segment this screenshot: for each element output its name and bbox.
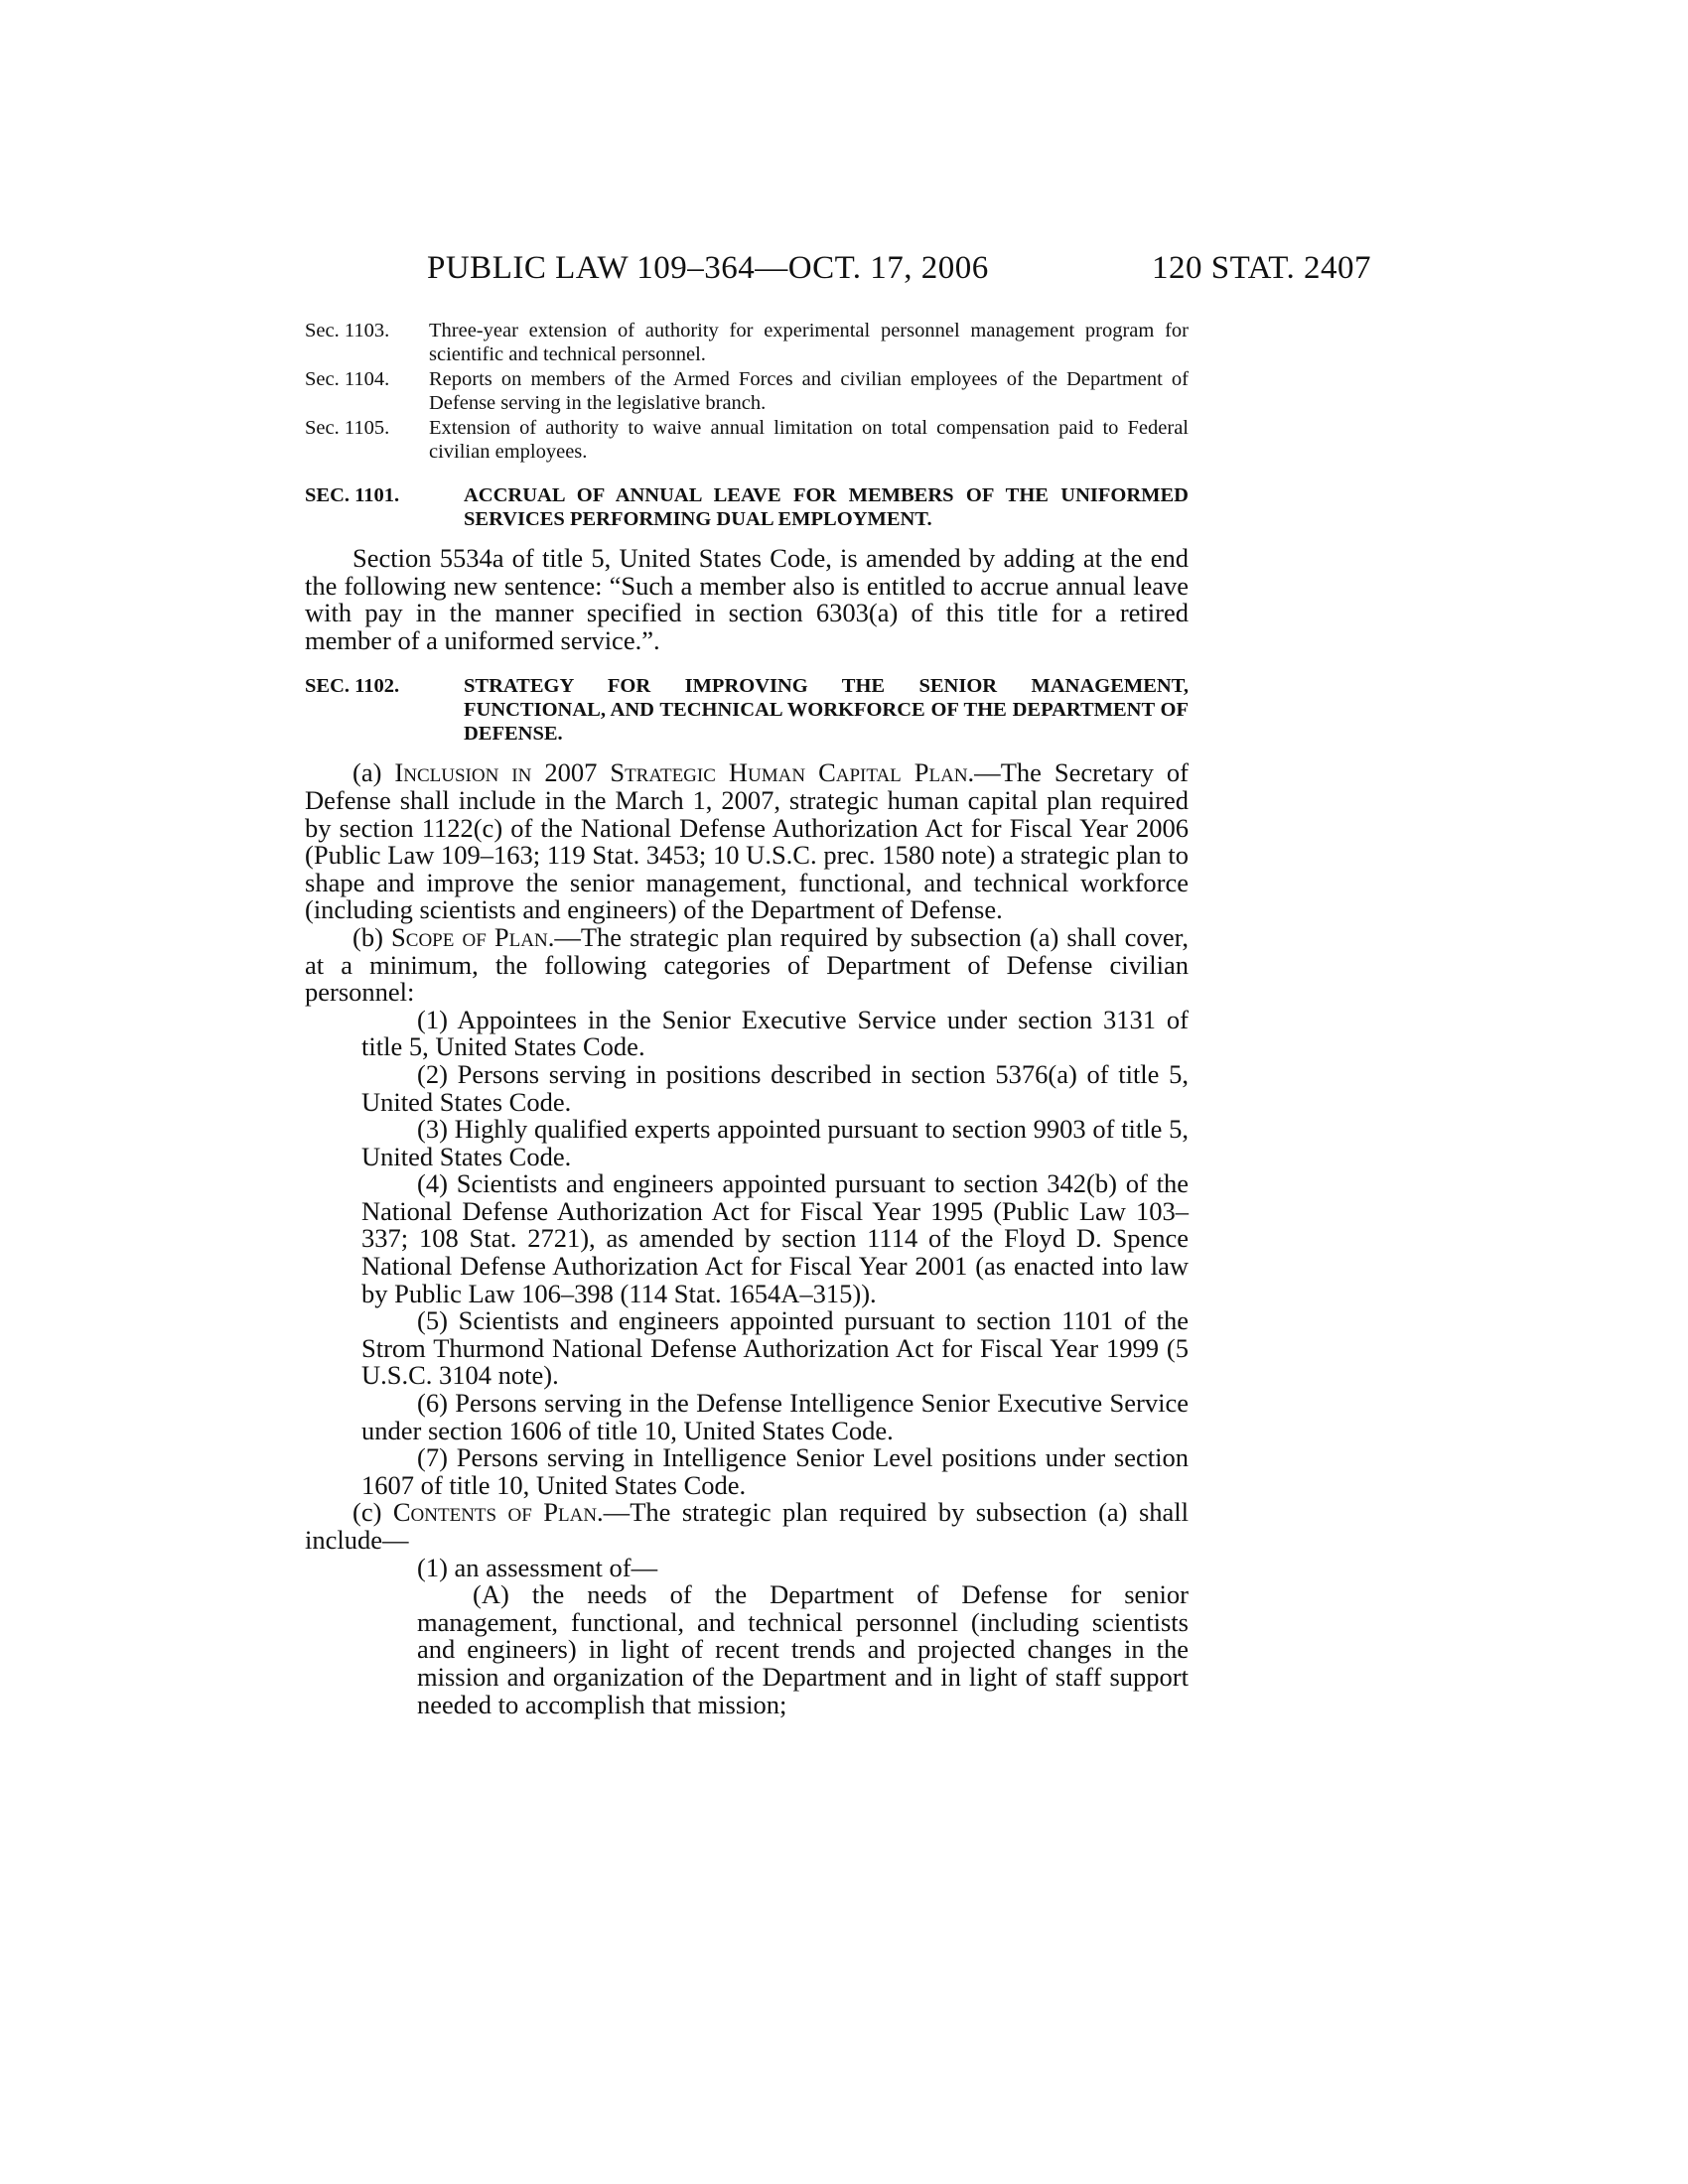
toc-section-number: Sec. 1105. <box>305 417 390 439</box>
subsection-heading: Contents of Plan.— <box>392 1497 631 1528</box>
toc-section-title: Extension of authority to waive annual limitation on total compensation paid to Federal civilian employees. <box>429 417 1189 463</box>
page-body <box>305 320 1189 1718</box>
toc-section-number: Sec. 1103. <box>305 320 390 341</box>
section-1101-heading <box>305 483 1189 531</box>
subsection-heading: Inclusion in 2007 Strategic Human Capital Plan.— <box>394 757 1001 788</box>
section-1101-body: Section 5534a of title 5, United States Code, is amended by adding at the end the following new sentence: “Such a member also is entitled to accrue annual leave with pay in the manner specified in section 6303(a) of this title for a retired member of a uniformed service.”. <box>305 543 1189 655</box>
paragraph-item: (2) Persons serving in positions described in section 5376(a) of title 5, United States Code. <box>361 1058 1189 1117</box>
paragraph-item: (6) Persons serving in the Defense Intelligence Senior Executive Service under section 1606 of title 10, United States Code. <box>361 1388 1189 1445</box>
paragraph-item: (7) Persons serving in Intelligence Senior Level positions under section 1607 of title 10, United States Code. <box>361 1442 1189 1500</box>
subsection-text: The Secretary of Defense shall include in the March 1, 2007, strategic human capital plan required by section 1122(c) of the National Defense Authorization Act for Fiscal Year 2006 (Public Law 109–163; 119 Stat. 3453; 10 U.S.C. prec. 1580 note) a strategic plan to shape and improve the senior management, functional, and technical workforce (including scientists and engineers) of the Department of Defense. <box>305 757 1189 925</box>
paragraph-item: (3) Highly qualified experts appointed pursuant to section 9903 of title 5, United States Code. <box>361 1114 1189 1171</box>
table-of-contents <box>305 320 1189 464</box>
toc-entry <box>305 368 1189 415</box>
subsection-label: (c) <box>352 1497 382 1528</box>
subsection-c <box>305 1499 1189 1554</box>
paragraph-item: (1) Appointees in the Senior Executive Service under section 3131 of title 5, United States Code. <box>361 1004 1189 1062</box>
section-1102-heading <box>305 674 1189 746</box>
subsection-text: The strategic plan required by subsection (a) shall include— <box>305 1497 1189 1555</box>
section-number: SEC. 1101. <box>305 484 400 506</box>
paragraph-item: (1) an assessment of— <box>417 1552 658 1582</box>
subsection-b <box>305 921 1190 1008</box>
toc-section-number: Sec. 1104. <box>305 368 390 390</box>
toc-entry <box>305 417 1189 464</box>
running-head-title: PUBLIC LAW 109–364—OCT. 17, 2006 <box>427 250 989 286</box>
paragraph-item: (5) Scientists and engineers appointed pursuant to section 1101 of the Strom Thurmond National Defense Authorization Act for Fiscal Year 1999 (5 U.S.C. 3104 note). <box>361 1305 1189 1391</box>
running-head-stat-page: 120 STAT. 2407 <box>1152 250 1372 286</box>
subsection-label: (a) <box>352 757 382 788</box>
subsection-a <box>305 759 1189 924</box>
subsection-text: The strategic plan required by subsection (a) shall cover, at a minimum, the following categories of Department of Defense civilian personnel: <box>305 921 1190 1008</box>
toc-entry <box>305 320 1189 366</box>
section-title: STRATEGY FOR IMPROVING THE SENIOR MANAGEMENT, FUNCTIONAL, AND TECHNICAL WORKFORCE OF THE DEPARTMENT OF DEFENSE. <box>464 675 1189 746</box>
section-title: ACCRUAL OF ANNUAL LEAVE FOR MEMBERS OF THE UNIFORMED SERVICES PERFORMING DUAL EMPLOYMENT. <box>464 484 1189 530</box>
subparagraph-item: (A) the needs of the Department of Defense for senior management, functional, and technical personnel (including scientists and engineers) in light of recent trends and projected changes in the mission and organization of the Department and in light of staff support needed to accomplish that mission; <box>417 1579 1189 1719</box>
subsection-heading: Scope of Plan.— <box>391 921 581 952</box>
section-number: SEC. 1102. <box>305 675 400 698</box>
running-head <box>0 250 1688 290</box>
toc-section-title: Three-year extension of authority for experimental personnel management program for scientific and technical personnel. <box>429 320 1189 365</box>
paragraph-item: (4) Scientists and engineers appointed pursuant to section 342(b) of the National Defense Authorization Act for Fiscal Year 1995 (Public Law 103–337; 108 Stat. 2721), as amended by section 1114 of the Floyd D. Spence National Defense Authorization Act for Fiscal Year 2001 (as enacted into law by Public Law 106–398 (114 Stat. 1654A–315)). <box>361 1168 1189 1308</box>
toc-section-title: Reports on members of the Armed Forces and civilian employees of the Department of Defense serving in the legislative branch. <box>429 368 1189 414</box>
subsection-label: (b) <box>352 921 383 952</box>
